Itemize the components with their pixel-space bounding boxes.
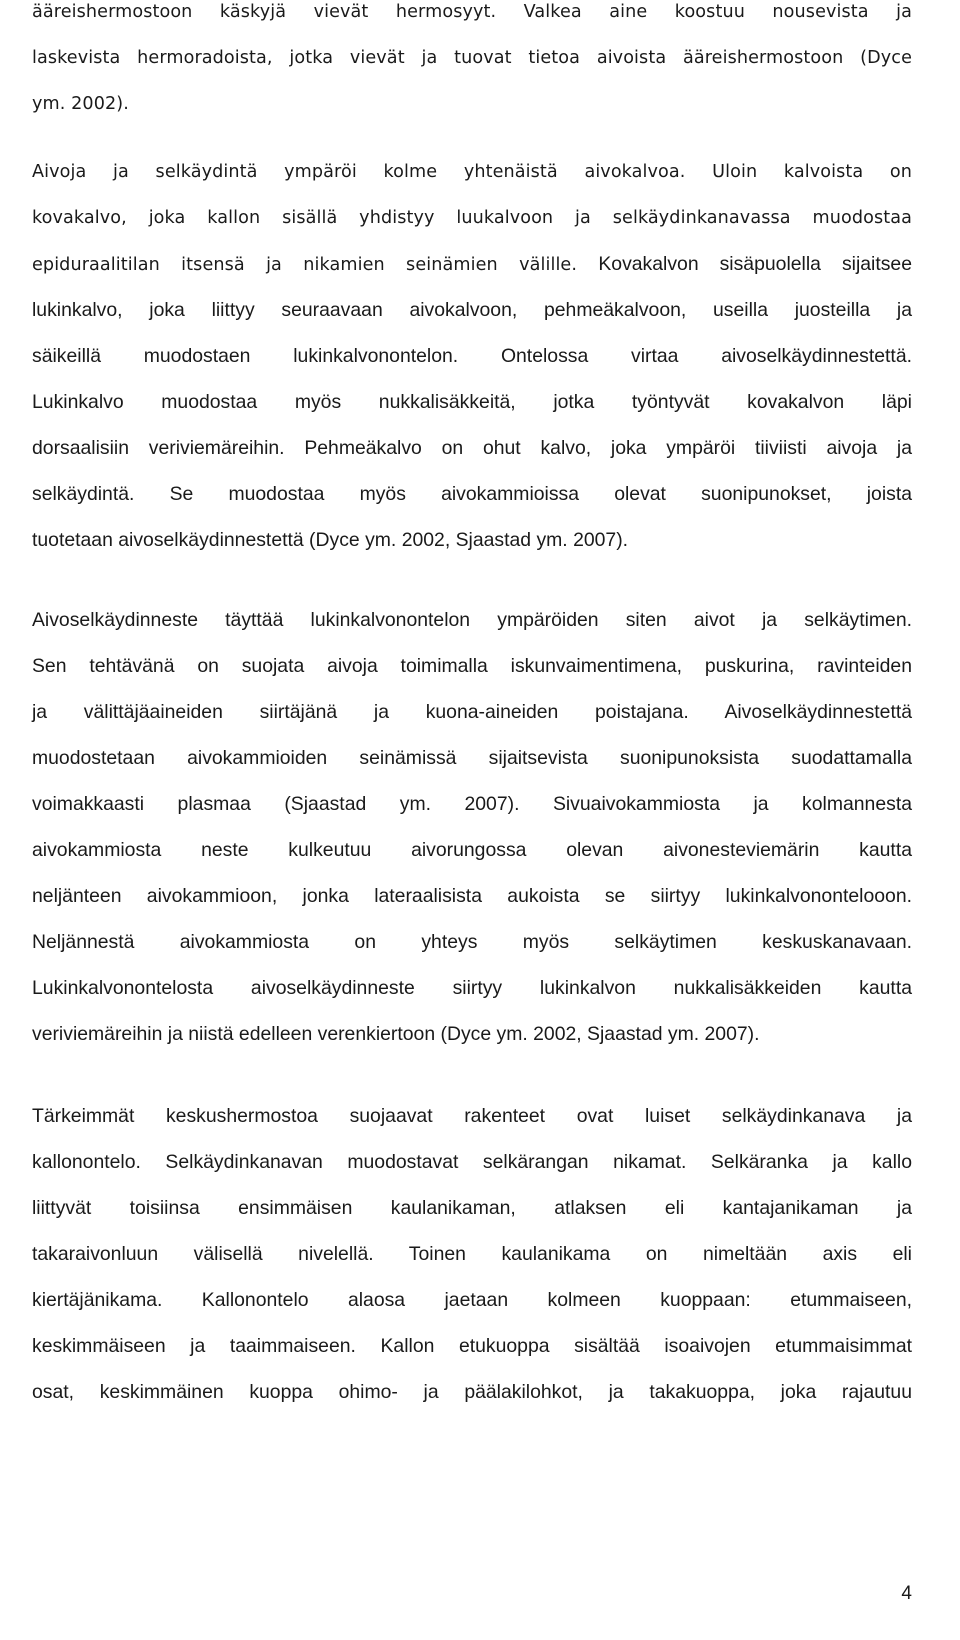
text-line: muodostetaan aivokammioiden seinämissä sijaitsevista suonipunoksista suodattamalla [32,747,912,769]
text-fragment: Kovakalvon sisäpuolella sijaitsee [598,253,912,275]
text-line: lukinkalvo, joka liittyy seuraavaan aivokalvoon, pehmeäkalvoon, useilla juosteilla ja [32,299,912,321]
text-line: ym. 2002). [32,94,129,114]
text-line: Lukinkalvonontelosta aivoselkäydinneste siirtyy lukinkalvon nukkalisäkkeiden kautta [32,977,912,999]
text-line: takaraivonluun välisellä nivelellä. Toinen kaulanikama on nimeltään axis eli [32,1243,912,1265]
text-line: dorsaalisiin veriviemäreihin. Pehmeäkalvo on ohut kalvo, joka ympäröi tiiviisti aivoja ja [32,437,912,459]
text-line: Neljännestä aivokammiosta on yhteys myös selkäytimen keskuskanavaan. [32,931,912,953]
text-line: veriviemäreihin ja niistä edelleen verenkiertoon (Dyce ym. 2002, Sjaastad ym. 2007). [32,1023,760,1045]
page-number: 4 [901,1583,912,1604]
text-line: tuotetaan aivoselkäydinnestettä (Dyce ym. 2002, Sjaastad ym. 2007). [32,529,629,551]
text-line: liittyvät toisiinsa ensimmäisen kaulanikaman, atlaksen eli kantajanikaman ja [32,1197,912,1219]
text-line: osat, keskimmäinen kuoppa ohimo- ja päälakilohkot, ja takakuoppa, joka rajautuu [32,1381,912,1403]
text-line: Sen tehtävänä on suojata aivoja toimimalla iskunvaimentimena, puskurina, ravinteiden [32,655,912,677]
text-line: ja välittäjäaineiden siirtäjänä ja kuona-aineiden poistajana. Aivoselkäydinnestettä [32,701,912,723]
text-line: kovakalvo, joka kallon sisällä yhdistyy luukalvoon ja selkäydinkanavassa muodostaa [32,208,912,228]
paragraph-2 [32,149,912,563]
text-line: säikeillä muodostaen lukinkalvonontelon. Ontelossa virtaa aivoselkäydinnestettä. [32,345,912,367]
text-line: keskimmäiseen ja taaimmaiseen. Kallon etukuoppa sisältää isoaivojen etummaisimmat [32,1335,912,1357]
text-line: ääreishermostoon käskyjä vievät hermosyyt. Valkea aine koostuu nousevista ja [32,2,912,22]
text-line: Tärkeimmät keskushermostoa suojaavat rakenteet ovat luiset selkäydinkanava ja [32,1105,912,1127]
text-line: aivokammiosta neste kulkeutuu aivorungossa olevan aivonesteviemärin kautta [32,839,912,861]
text-line: Aivoselkäydinneste täyttää lukinkalvonontelon ympäröiden siten aivot ja selkäytimen. [32,609,912,631]
text-line: kiertäjänikama. Kallonontelo alaosa jaetaan kolmeen kuoppaan: etummaiseen, [32,1289,912,1311]
paragraph-1 [32,0,912,127]
text-line: laskevista hermoradoista, jotka vievät ja tuovat tietoa aivoista ääreishermostoon (Dyce [32,48,912,68]
text-line [32,241,912,287]
text-line: Aivoja ja selkäydintä ympäröi kolme yhtenäistä aivokalvoa. Uloin kalvoista on [32,162,912,182]
text-fragment: epiduraalitilan itsensä ja nikamien seinämien välille. [32,255,599,275]
text-line: kallonontelo. Selkäydinkanavan muodostavat selkärangan nikamat. Selkäranka ja kallo [32,1151,912,1173]
paragraph-3 [32,597,912,1057]
paragraph-4 [32,1093,912,1415]
text-line: Lukinkalvo muodostaa myös nukkalisäkkeitä, jotka työntyvät kovakalvon läpi [32,391,912,413]
text-line: neljänteen aivokammioon, jonka lateraalisista aukoista se siirtyy lukinkalvonontelooon. [32,885,912,907]
text-line: selkäydintä. Se muodostaa myös aivokammioissa olevat suonipunokset, joista [32,483,912,505]
text-line: voimakkaasti plasmaa (Sjaastad ym. 2007). Sivuaivokammiosta ja kolmannesta [32,793,912,815]
